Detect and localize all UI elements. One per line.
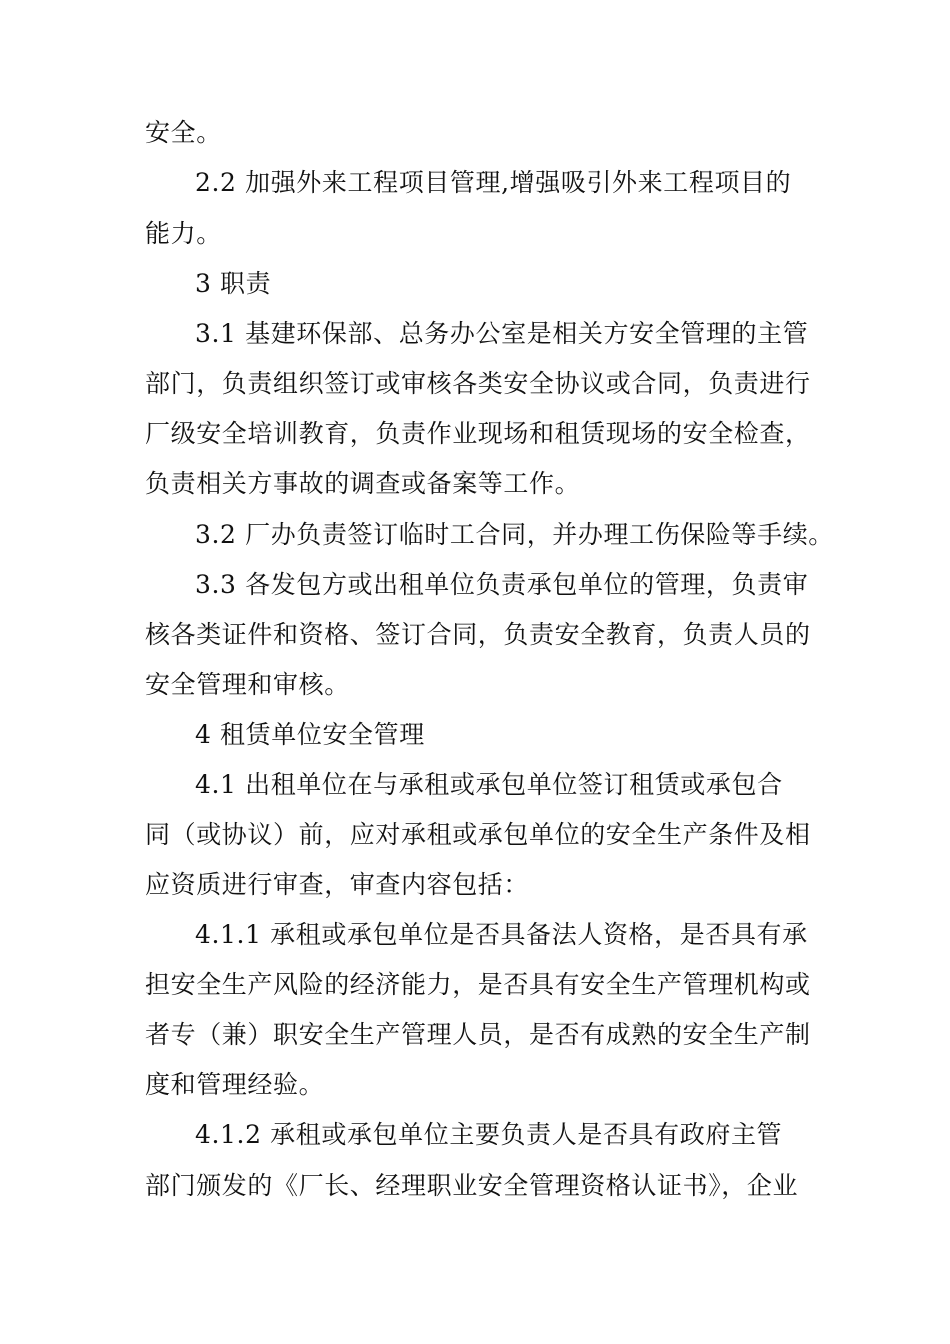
section-3-2-line-1: 3.2 厂办负责签订临时工合同，并办理工伤保险等手续。	[195, 520, 834, 549]
section-4-heading: 4 租赁单位安全管理	[195, 720, 425, 749]
text-line: 部门，负责组织签订或审核各类安全协议或合同，负责进行	[145, 369, 811, 398]
text-line: 厂级安全培训教育，负责作业现场和租赁现场的安全检查，	[145, 419, 811, 448]
section-4-1-2-line-1: 4.1.2 承租或承包单位主要负责人是否具有政府主管	[195, 1120, 783, 1149]
text-line: 者专（兼）职安全生产管理人员，是否有成熟的安全生产制	[145, 1020, 811, 1049]
text-line: 核各类证件和资格、签订合同，负责安全教育，负责人员的	[145, 620, 811, 649]
text-line: 能力。	[145, 219, 222, 248]
section-4-1-1-line-1: 4.1.1 承租或承包单位是否具备法人资格，是否具有承	[195, 920, 808, 949]
text-line: 安全。	[145, 118, 222, 147]
text-line: 安全管理和审核。	[145, 670, 350, 699]
text-line: 度和管理经验。	[145, 1070, 325, 1099]
section-3-heading: 3 职责	[195, 269, 272, 298]
section-3-3-line-1: 3.3 各发包方或出租单位负责承包单位的管理，负责审	[195, 570, 809, 599]
section-2-2-line-1: 2.2 加强外来工程项目管理,增强吸引外来工程项目的	[195, 168, 792, 197]
section-3-1-line-1: 3.1 基建环保部、总务办公室是相关方安全管理的主管	[195, 319, 809, 348]
text-line: 部门颁发的《厂长、经理职业安全管理资格认证书》，企业	[145, 1171, 799, 1200]
text-line: 应资质进行审查，审查内容包括：	[145, 870, 530, 899]
text-line: 担安全生产风险的经济能力，是否具有安全生产管理机构或	[145, 970, 811, 999]
section-4-1-line-1: 4.1 出租单位在与承租或承包单位签订租赁或承包合	[195, 770, 783, 799]
text-line: 同（或协议）前，应对承租或承包单位的安全生产条件及相	[145, 820, 811, 849]
text-line: 负责相关方事故的调查或备案等工作。	[145, 469, 581, 498]
